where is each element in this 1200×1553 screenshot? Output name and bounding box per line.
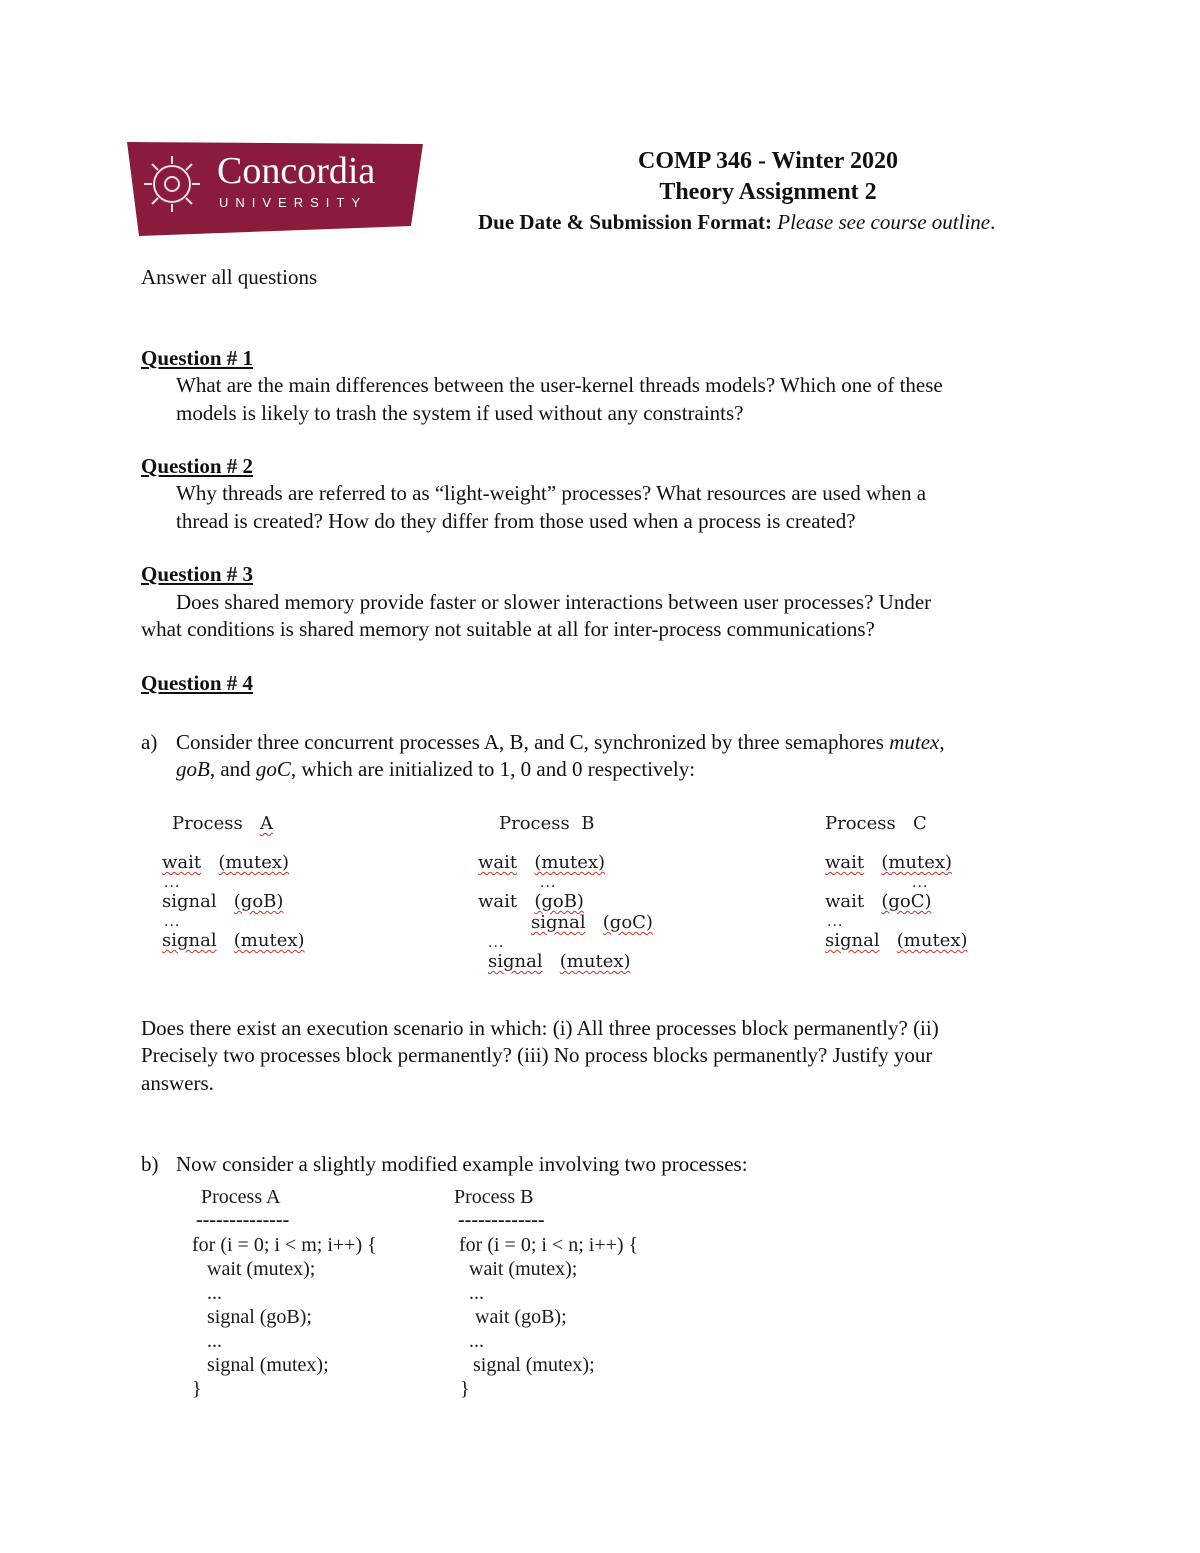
process-b-line-2: wait (goB)	[478, 891, 584, 912]
process-c-dots-2: ...	[827, 914, 844, 930]
mutex-term: mutex	[889, 730, 940, 754]
goC-term: goC	[255, 757, 291, 781]
process-b-line-1: wait (mutex)	[478, 852, 606, 873]
proc-a-line-1: for (i = 0; i < m; i++) {	[192, 1234, 377, 1256]
question-1-title: Question # 1	[141, 346, 254, 370]
due-label: Due Date & Submission Format:	[478, 210, 772, 234]
proc-b-line-1: for (i = 0; i < n; i++) {	[459, 1234, 639, 1256]
process-a-line-2: signal (goB)	[162, 891, 284, 912]
intro-text: Answer all questions	[141, 265, 318, 289]
process-c-line-1: wait (mutex)	[825, 852, 953, 873]
proc-b-line-3: ...	[469, 1282, 484, 1304]
part-a-question-line-2: Precisely two processes block permanently? (iii) No process blocks permanently? Justify your	[141, 1043, 933, 1067]
process-c-dots-1: ...	[912, 875, 929, 891]
goB-term: goB	[176, 757, 210, 781]
proc-b-title: Process B	[454, 1186, 534, 1208]
proc-b-line-5: ...	[469, 1330, 484, 1352]
process-a-dots-2: ...	[164, 914, 181, 930]
university-logo	[127, 140, 425, 238]
process-b-line-3: signal (goC)	[531, 912, 653, 933]
proc-a-line-4: signal (goB);	[207, 1306, 312, 1328]
question-2-title: Question # 2	[141, 454, 254, 478]
svg-text:Concordia: Concordia	[217, 150, 376, 192]
question-3-line-2: what conditions is shared memory not suitable at all for inter-process communications?	[141, 617, 875, 641]
process-b-dots-1: ...	[540, 875, 557, 891]
proc-a-line-5: ...	[207, 1330, 222, 1352]
proc-a-line-3: ...	[207, 1282, 222, 1304]
question-1-line-1: What are the main differences between the user-kernel threads models? Which one of these	[176, 373, 943, 397]
part-a-question-line-1: Does there exist an execution scenario in which: (i) All three processes block permanently? (ii)	[141, 1016, 939, 1040]
svg-text:UNIVERSITY: UNIVERSITY	[219, 195, 368, 210]
process-b-line-4: signal (mutex)	[488, 951, 631, 972]
due-text: Please see course outline	[777, 210, 991, 234]
proc-b-line-7: }	[460, 1378, 470, 1400]
proc-b-rule: -------------	[458, 1209, 545, 1231]
proc-b-line-6: signal (mutex);	[473, 1354, 595, 1376]
course-title: COMP 346 - Winter 2020	[638, 148, 898, 174]
process-b-title: Process B	[499, 813, 595, 834]
question-1-line-2: models is likely to trash the system if used without any constraints?	[176, 401, 744, 425]
part-b-text: Now consider a slightly modified example involving two processes:	[176, 1152, 748, 1176]
proc-a-line-6: signal (mutex);	[207, 1354, 329, 1376]
process-b-dots-2: ...	[488, 935, 505, 951]
part-a-line-2: goB, and goC, which are initialized to 1, 0 and 0 respectively:	[176, 757, 696, 781]
part-a-line-1: Consider three concurrent processes A, B, and C, synchronized by three semaphores mutex,	[176, 730, 945, 754]
question-3-line-1: Does shared memory provide faster or slower interactions between user processes? Under	[176, 590, 932, 614]
process-a-dots-1: ...	[164, 875, 181, 891]
part-a-marker: a)	[141, 730, 158, 754]
question-2-line-2: thread is created? How do they differ from those used when a process is created?	[176, 509, 856, 533]
part-b-marker: b)	[141, 1152, 159, 1176]
question-2-line-1: Why threads are referred to as “light-weight” processes? What resources are used when a	[176, 481, 927, 505]
process-a-line-3: signal (mutex)	[162, 930, 305, 951]
question-3-title: Question # 3	[141, 562, 254, 586]
due-date-line: Due Date & Submission Format: Please see course outline.	[478, 210, 996, 234]
proc-a-line-2: wait (mutex);	[207, 1258, 316, 1280]
concordia-logo-graphic	[127, 140, 425, 238]
assignment-title: Theory Assignment 2	[659, 179, 877, 205]
proc-a-line-7: }	[192, 1378, 202, 1400]
process-c-line-3: signal (mutex)	[825, 930, 968, 951]
proc-b-line-2: wait (mutex);	[469, 1258, 578, 1280]
process-c-line-2: wait (goC)	[825, 891, 932, 912]
process-a-line-1: wait (mutex)	[162, 852, 290, 873]
process-c-title: Process C	[825, 813, 927, 834]
proc-b-line-4: wait (goB);	[475, 1306, 567, 1328]
part-a-question-line-3: answers.	[141, 1071, 214, 1095]
proc-a-title: Process A	[201, 1186, 281, 1208]
process-a-title: Process A	[172, 813, 273, 834]
question-4-title: Question # 4	[141, 671, 254, 695]
proc-a-rule: --------------	[196, 1209, 290, 1231]
